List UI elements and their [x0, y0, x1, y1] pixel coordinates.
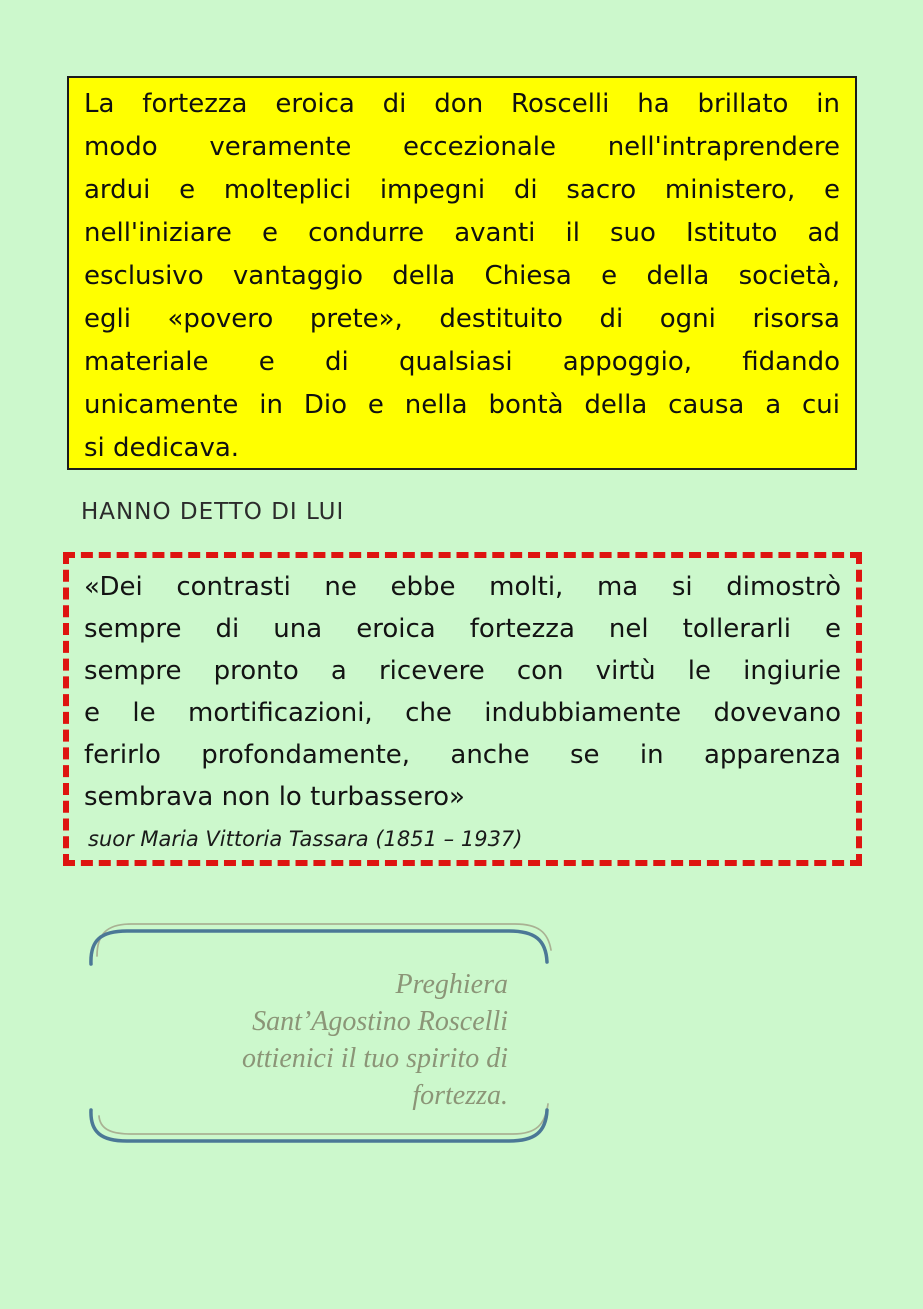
section-heading: HANNO DETTO DI LUI: [81, 499, 345, 525]
quote-attribution: suor Maria Vittoria Tassara (1851 – 1937): [88, 827, 523, 851]
text-line: Preghiera: [395, 969, 508, 1000]
text-line: egli «povero prete», destituito di ogni risorsa: [84, 304, 840, 334]
prayer-text: [242, 966, 508, 1114]
quote-box: [63, 552, 862, 866]
text-line: materiale e di qualsiasi appoggio, fidando: [84, 347, 840, 377]
text-line: sembrava non lo turbassero»: [84, 782, 465, 812]
text-line: si dedicava.: [84, 433, 240, 463]
text-line: ferirlo profondamente, anche se in apparenza: [84, 740, 841, 770]
quote-text: [84, 566, 841, 818]
text-line: nell'iniziare e condurre avanti il suo Istituto ad: [84, 218, 840, 248]
text-line: sempre pronto a ricevere con virtù le ingiurie: [84, 656, 841, 686]
prayer-frame: [85, 920, 555, 1152]
text-line: unicamente in Dio e nella bontà della causa a cui: [84, 390, 840, 420]
text-line: La fortezza eroica di don Roscelli ha brillato in: [84, 89, 840, 119]
highlighted-paragraph: [67, 76, 857, 470]
text-line: ottienici il tuo spirito di: [242, 1043, 508, 1074]
text-line: ardui e molteplici impegni di sacro ministero, e: [84, 175, 840, 205]
text-line: modo veramente eccezionale nell'intraprendere: [84, 132, 840, 162]
text-line: «Dei contrasti ne ebbe molti, ma si dimostrò: [84, 572, 841, 602]
text-line: Sant’Agostino Roscelli: [252, 1006, 508, 1037]
text-line: fortezza.: [412, 1080, 508, 1111]
text-line: esclusivo vantaggio della Chiesa e della società,: [84, 261, 840, 291]
text-line: e le mortificazioni, che indubbiamente dovevano: [84, 698, 841, 728]
text-line: sempre di una eroica fortezza nel tollerarli e: [84, 614, 841, 644]
